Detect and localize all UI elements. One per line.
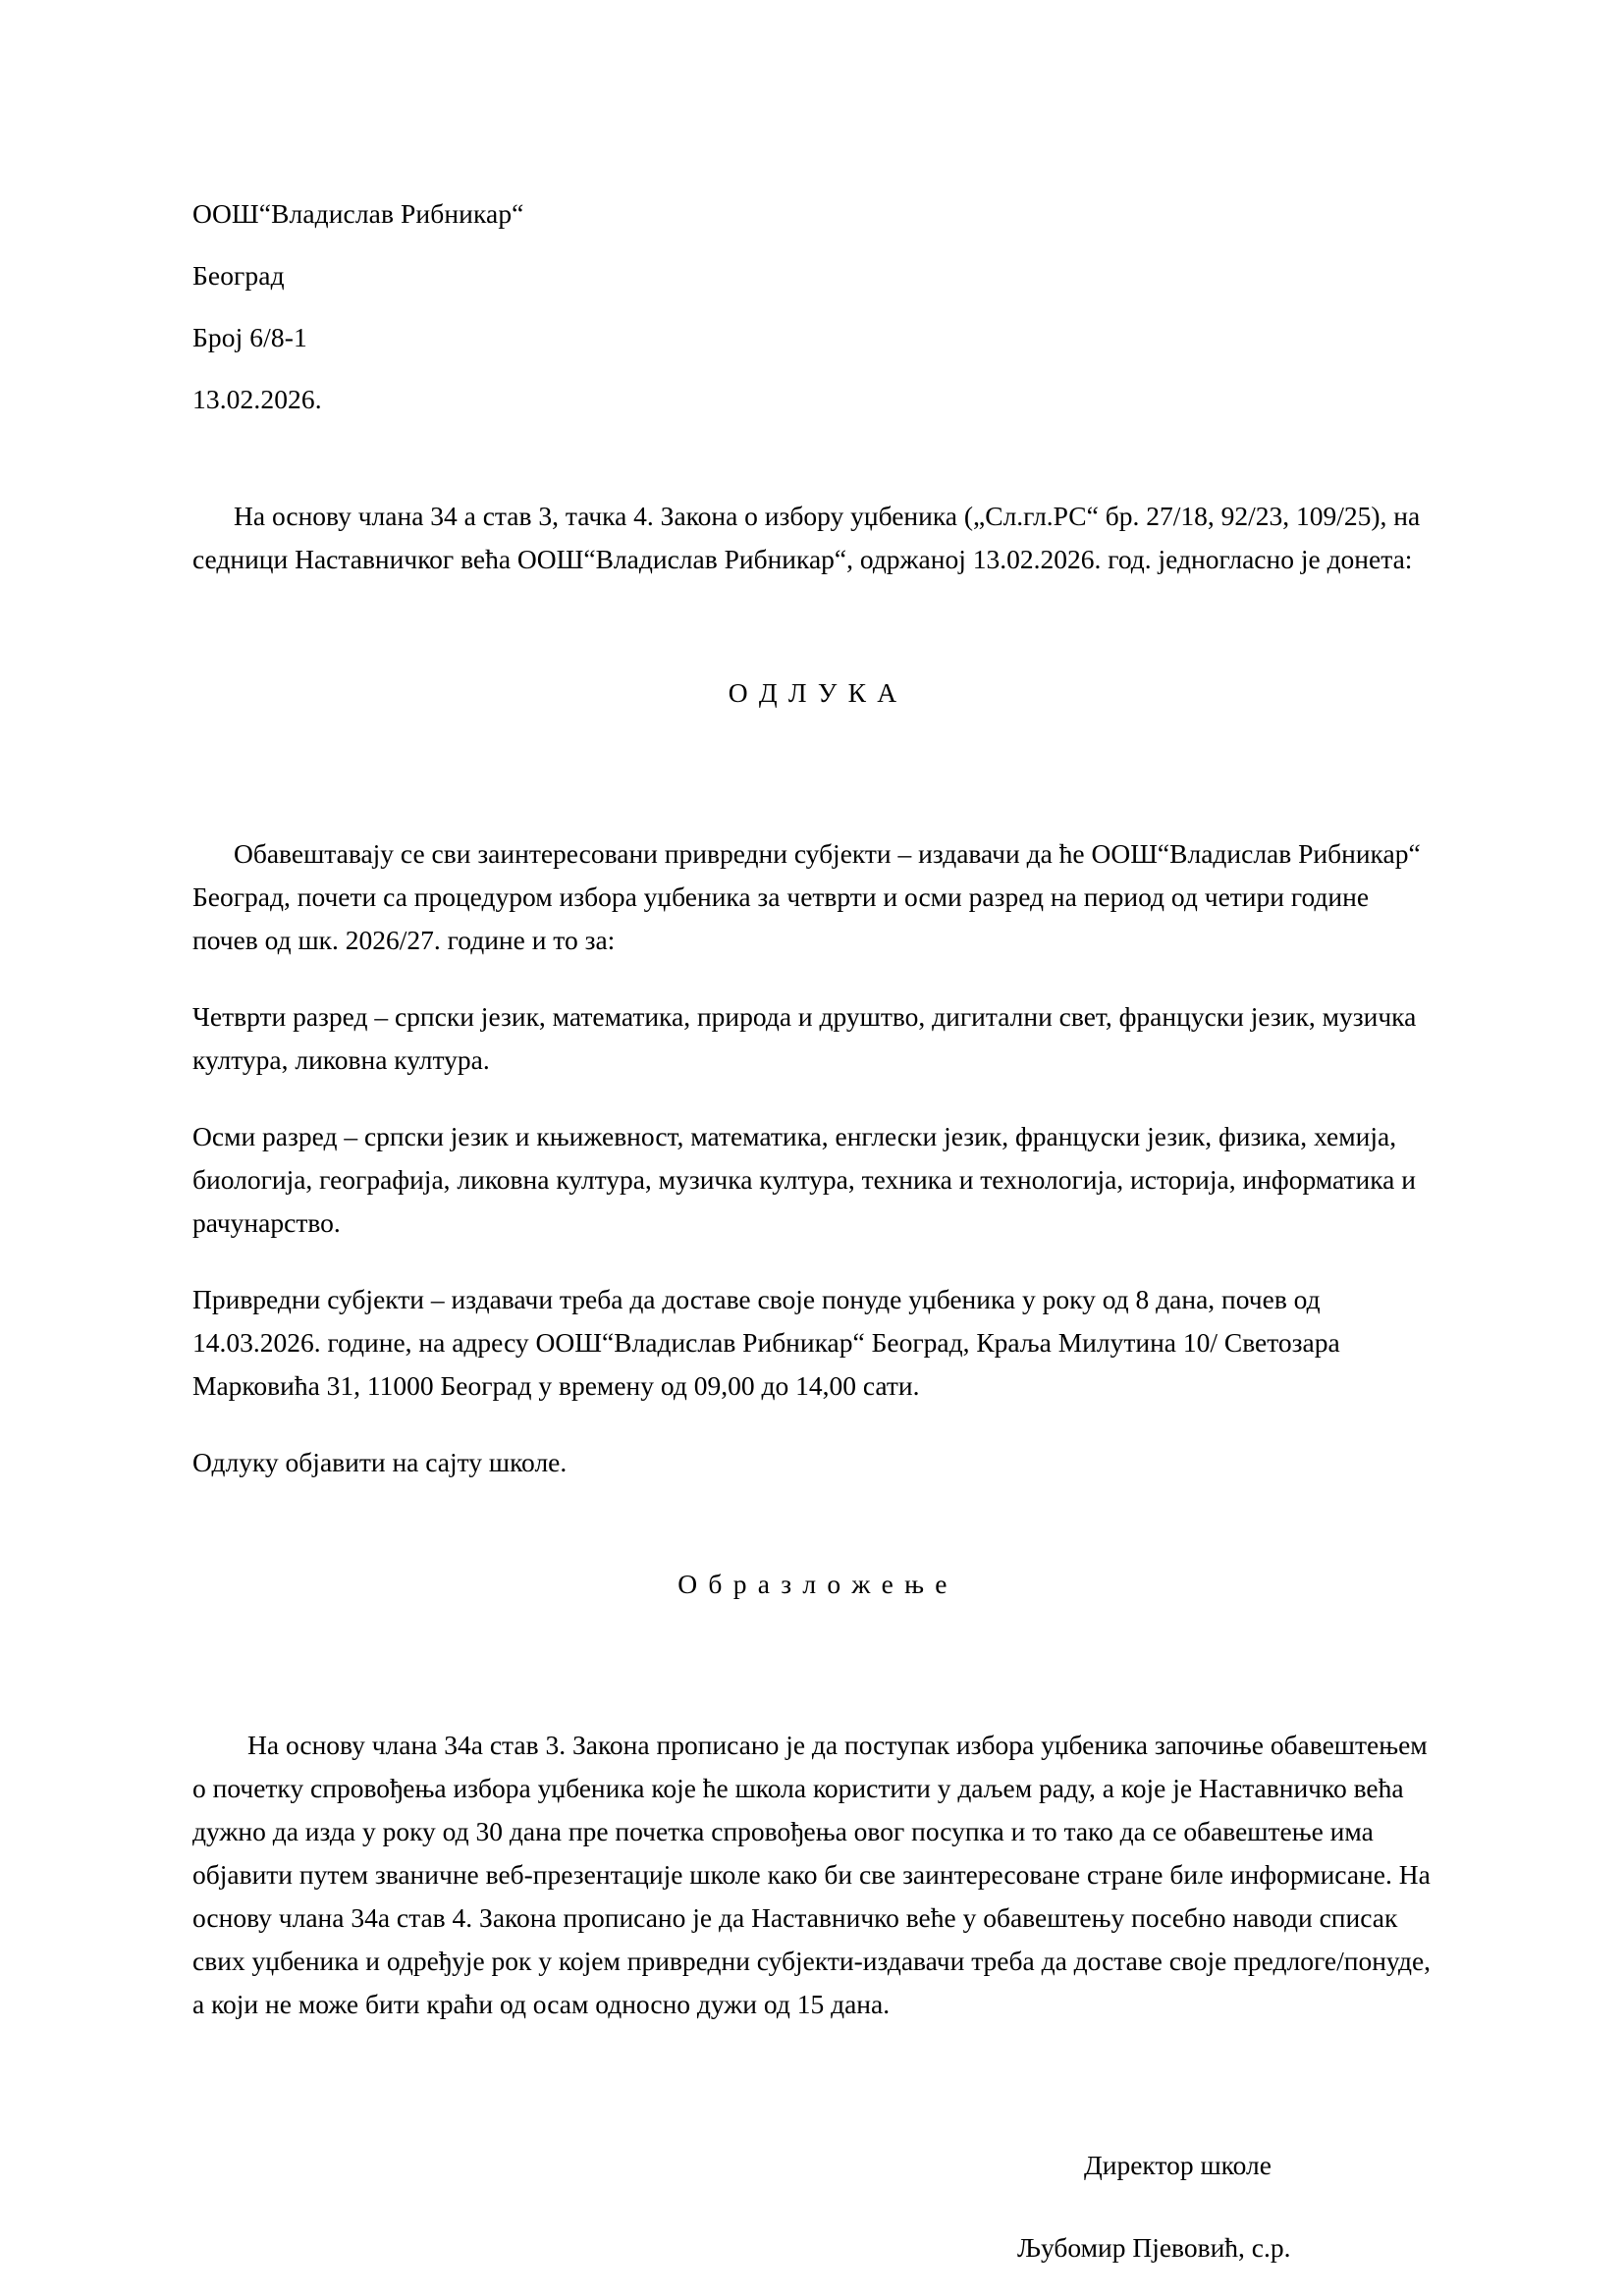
spacer [192, 581, 1435, 671]
spacer [192, 1082, 1435, 1115]
spacer [192, 962, 1435, 995]
signature-name: Љубомир Пјевовић, с.р. [1017, 2232, 1291, 2263]
preamble-paragraph: На основу члана 34 а став 3, тачка 4. Закона о избору уџбеника („Сл.гл.РС“ бр. 27/18, 92/23, 109/25), на седници Наставничког већа ООШ“Владислав Рибникар“, одржаној 13.02.2026. год. једногласно је донета: [192, 501, 1421, 574]
spacer [192, 2187, 1435, 2226]
decision-intro-paragraph: Обавештавају се сви заинтересовани привредни субјекти – издавачи да ће ООШ“Владислав Рибникар“ Београд, почети са процедуром избора уџбеника за четврти и осми разред на период од четири године почев од шк. 2026/27. године и то за: [192, 838, 1421, 955]
document-content [192, 183, 1435, 2269]
signature-role: Директор школе [1084, 2150, 1272, 2180]
spacer [192, 1408, 1435, 1441]
letterhead-date: 13.02.2026. [192, 384, 322, 414]
decision-heading: О Д Л У К А [728, 677, 899, 708]
spacer [192, 715, 1435, 832]
rationale-heading: О б р а з л о ж е њ е [677, 1569, 949, 1599]
signature-block [192, 2144, 1435, 2269]
letterhead-number: Број 6/8-1 [192, 322, 307, 352]
spacer [192, 2026, 1435, 2144]
grade-four-paragraph: Четврти разред – српски језик, математика, природа и друштво, дигитални свет, француски језик, музичка култура, ликовна култура. [192, 1001, 1417, 1075]
spacer [192, 1606, 1435, 1724]
spacer [192, 1245, 1435, 1278]
spacer [192, 1484, 1435, 1563]
publish-note-paragraph: Одлуку објавити на сајту школе. [192, 1447, 568, 1477]
letterhead-school: ООШ“Владислав Рибникар“ [192, 198, 524, 229]
spacer [192, 430, 1435, 495]
rationale-paragraph: На основу члана 34а став 3. Закона прописано је да поступак избора уџбеника започиње обавештењем о почетку спровођења избора уџбеника које ће школа користити у даљем раду, а које је Наставничко већа дужно да изда у року од 30 дана пре почетка спровођења овог посупка и то тако да се обавештење има објавити путем званичне веб-презентације школе како би све заинтересоване стране биле информисане. На основу члана 34а став 4. Закона прописано је да Наставничко веће у обавештењу посебно наводи списак свих уџбеника и одређује рок у којем привредни субјекти-издавачи треба да доставе своје предлоге/понуде, а који не може бити краћи од осам односно дужи од 15 дана. [192, 1730, 1432, 2019]
letterhead [192, 183, 1435, 430]
grade-eight-paragraph: Осми разред – српски језик и књижевност, математика, енглески језик, француски језик, физика, хемија, биологија, географија, ликовна култура, музичка култура, техника и технологија, историја, информатика и рачунарство. [192, 1121, 1416, 1238]
letterhead-city: Београд [192, 260, 285, 291]
offers-deadline-paragraph: Привредни субјекти – издавачи треба да доставе своје понуде уџбеника у року од 8 дана, почев од 14.03.2026. године, на адресу ООШ“Владислав Рибникар“ Београд, Краља Милутина 10/ Светозара Марковића 31, 11000 Београд у времену од 09,00 до 14,00 сати. [192, 1284, 1340, 1401]
